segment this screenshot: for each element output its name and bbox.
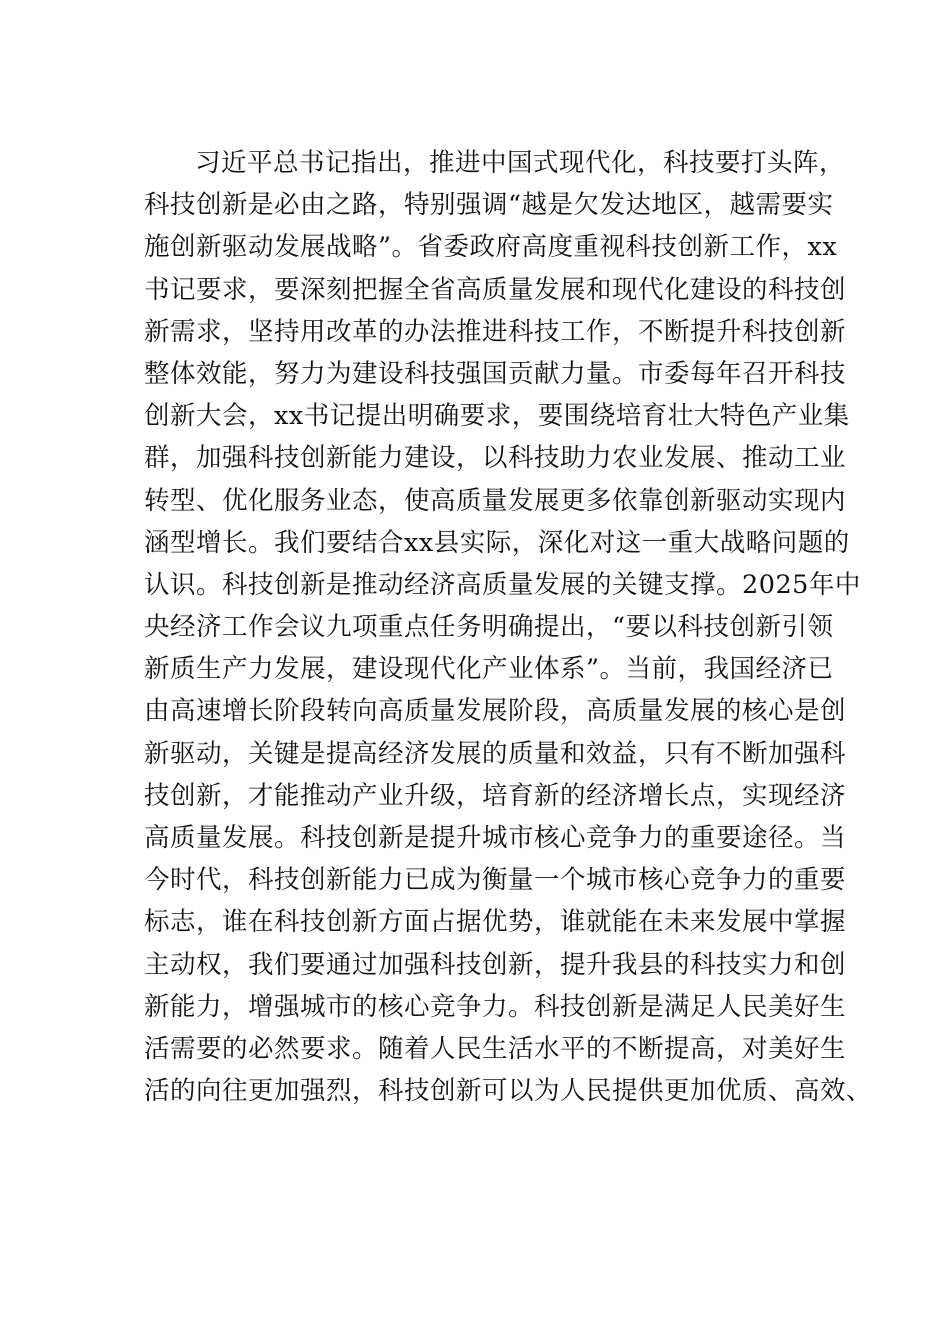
text-line: 科技创新是必由之路，特别强调“越是欠发达地区，越需要实 — [144, 190, 834, 221]
text-line: 新质生产力发展，建设现代化产业体系”。当前，我国经济已 — [144, 654, 834, 685]
text-line: 习近平总书记指出，推进中国式现代化，科技要打头阵， — [195, 148, 846, 178]
text-line: 新驱动，关键是提高经济发展的质量和效益，只有不断加强科 — [144, 738, 847, 769]
text-line: 群，加强科技创新能力建设，以科技助力农业发展、推动工业 — [144, 443, 847, 474]
text-line: 活的向往更加强烈，科技创新可以为人民提供更加优质、高效、 — [144, 1076, 873, 1107]
text-line: 活需要的必然要求。随着人民生活水平的不断提高，对美好生 — [144, 1033, 847, 1064]
text-line: 今时代，科技创新能力已成为衡量一个城市核心竞争力的重要 — [144, 865, 847, 896]
text-line: 由高速增长阶段转向高质量发展阶段，高质量发展的核心是创 — [144, 696, 847, 727]
text-line: 主动权，我们要通过加强科技创新，提升我县的科技实力和创 — [144, 949, 847, 980]
body-paragraph — [144, 142, 873, 1112]
text-line: 标志，谁在科技创新方面占据优势，谁就能在未来发展中掌握 — [144, 907, 847, 938]
text-line: 认识。科技创新是推动经济高质量发展的关键支撑。2025年中 — [144, 569, 861, 600]
text-line: 新能力，增强城市的核心竞争力。科技创新是满足人民美好生 — [144, 991, 847, 1022]
text-line: 转型、优化服务业态，使高质量发展更多依靠创新驱动实现内 — [144, 485, 847, 516]
text-line: 创新大会，xx书记提出明确要求，要围绕培育壮大特色产业集 — [144, 401, 850, 432]
text-line: 涵型增长。我们要结合xx县实际，深化对这一重大战略问题的 — [144, 527, 850, 558]
text-line: 施创新驱动发展战略”。省委政府高度重视科技创新工作，xx — [144, 232, 838, 263]
text-line: 技创新，才能推动产业升级，培育新的经济增长点，实现经济 — [144, 780, 847, 811]
text-line: 央经济工作会议九项重点任务明确提出，“要以科技创新引领 — [144, 612, 834, 643]
text-line: 新需求，坚持用改革的办法推进科技工作，不断提升科技创新 — [144, 316, 847, 347]
text-line: 整体效能，努力为建设科技强国贡献力量。市委每年召开科技 — [144, 358, 847, 389]
text-line: 高质量发展。科技创新是提升城市核心竞争力的重要途径。当 — [144, 823, 847, 853]
text-line: 书记要求，要深刻把握全省高质量发展和现代化建设的科技创 — [144, 274, 847, 305]
